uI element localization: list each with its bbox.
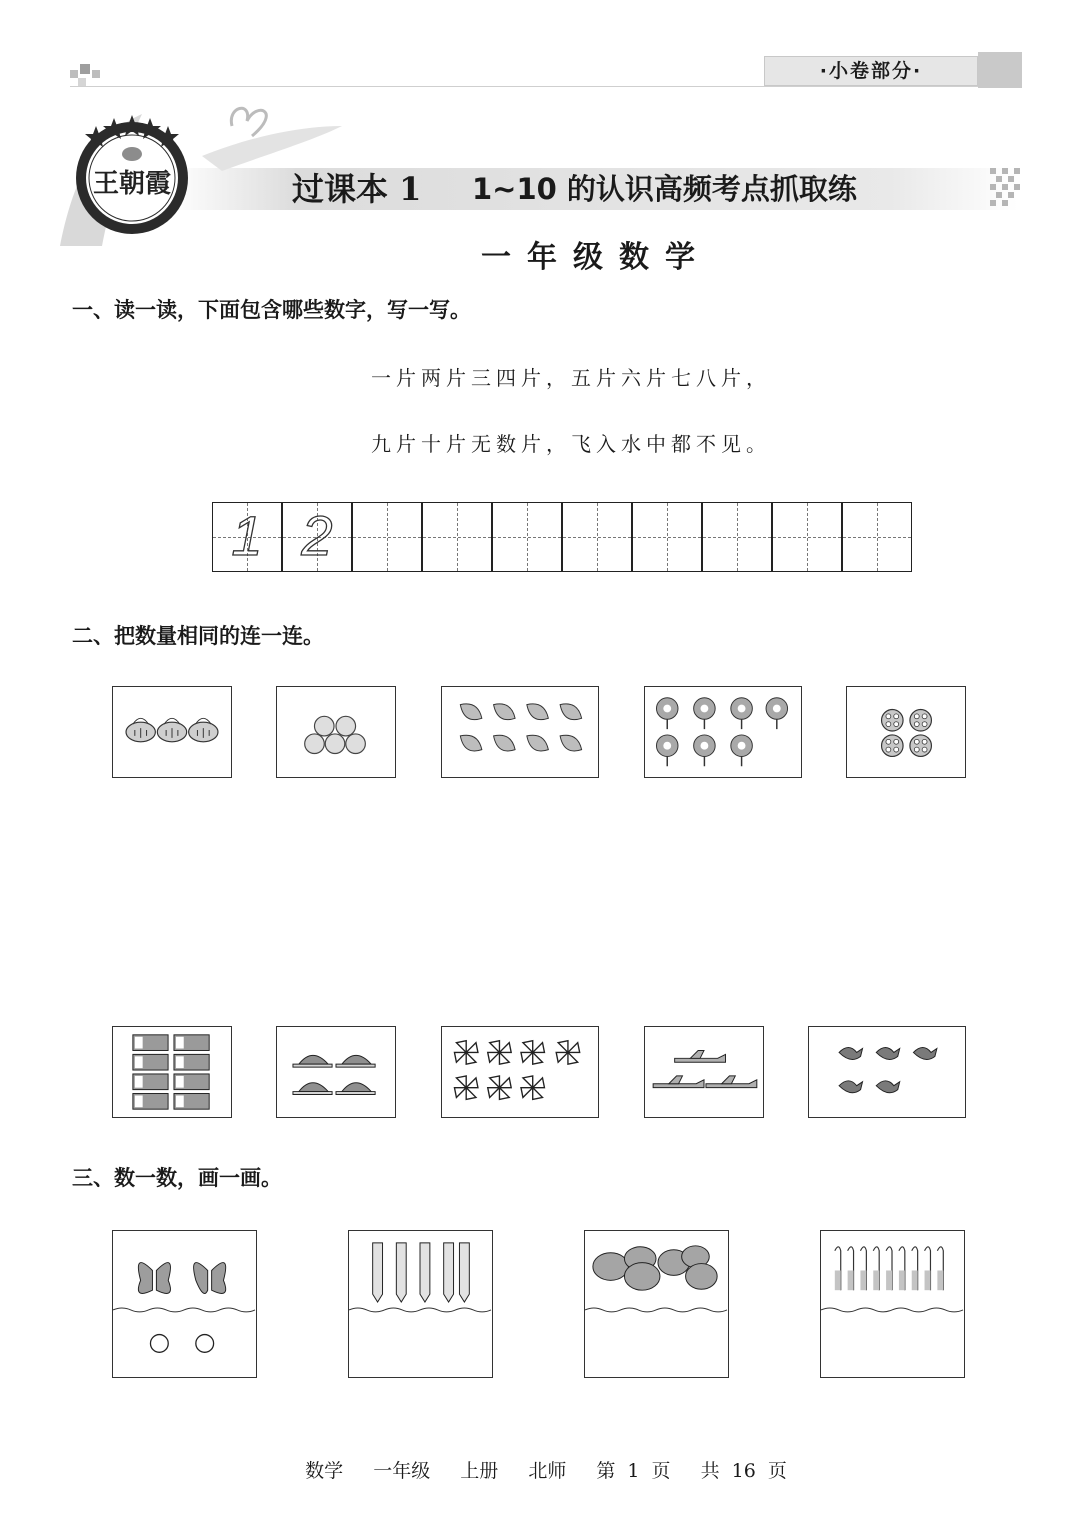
draw-box-butterflies[interactable]	[112, 1230, 257, 1378]
sample-digit: 1	[231, 504, 263, 567]
writing-cell[interactable]	[352, 502, 422, 572]
picture-card-pinwheels[interactable]	[441, 1026, 599, 1118]
picture-card-caps[interactable]	[276, 1026, 396, 1118]
cap-icon	[277, 1027, 395, 1117]
footer-volume: 上册	[460, 1460, 499, 1482]
ball-icon	[277, 687, 395, 777]
footer-grade: 一年级	[373, 1460, 431, 1482]
sample-digit: 2	[301, 504, 333, 567]
book-icon	[113, 1027, 231, 1117]
writing-cell[interactable]	[772, 502, 842, 572]
picture-card-airplanes[interactable]	[644, 1026, 764, 1118]
tomato-icon	[585, 1231, 728, 1377]
picture-card-books[interactable]	[112, 1026, 232, 1118]
leaf-icon	[442, 687, 598, 777]
footer-page-number: 第 1 页	[596, 1460, 671, 1482]
draw-box-candles[interactable]	[820, 1230, 965, 1378]
logo-wordmark: 王朝霞	[92, 169, 172, 199]
bird-icon	[809, 1027, 965, 1117]
poem-line-1: 一片两片三四片，五片六片七八片，	[371, 366, 771, 390]
poem-line-2: 九片十片无数片，飞入水中都不见。	[371, 432, 771, 456]
section1-heading: 一、读一读，下面包含哪些数字，写一写。	[72, 298, 471, 322]
picture-card-leaves[interactable]	[441, 686, 599, 778]
writing-cell[interactable]	[632, 502, 702, 572]
flower-icon	[645, 687, 801, 777]
draw-box-tomatoes[interactable]	[584, 1230, 729, 1378]
drawn-circle	[150, 1335, 213, 1353]
pencil-icon	[349, 1231, 492, 1377]
picture-card-bees[interactable]	[112, 686, 232, 778]
bee-icon	[113, 687, 231, 777]
header-rule	[70, 86, 1022, 87]
footer-total-pages: 共 16 页	[700, 1460, 787, 1482]
lesson-title: 1~10 的认识高频考点抓取练	[472, 172, 857, 206]
dot-pattern-icon	[990, 166, 1024, 212]
button-icon	[847, 687, 965, 777]
airplane-icon	[645, 1027, 763, 1117]
writing-cell[interactable]	[702, 502, 772, 572]
section2-heading: 二、把数量相同的连一连。	[72, 624, 324, 648]
butterfly-icon	[113, 1231, 256, 1377]
candle-icon	[821, 1231, 964, 1377]
writing-cell[interactable]	[492, 502, 562, 572]
section-tab-end	[978, 52, 1022, 88]
pinwheel-icon	[442, 1027, 598, 1117]
footer-edition: 北师	[528, 1460, 567, 1482]
section-tab: ·小卷部分·	[764, 56, 978, 86]
picture-card-buttons[interactable]	[846, 686, 966, 778]
draw-box-pencils[interactable]	[348, 1230, 493, 1378]
footer-subject: 数学	[305, 1460, 344, 1482]
writing-grid	[212, 502, 920, 572]
picture-card-flowers[interactable]	[644, 686, 802, 778]
page-footer	[0, 1456, 1092, 1483]
writing-cell[interactable]	[422, 502, 492, 572]
subject-title: 一年级数学	[481, 240, 711, 275]
writing-cell[interactable]	[562, 502, 632, 572]
writing-cell[interactable]	[842, 502, 912, 572]
lesson-label: 过课本 1	[292, 170, 422, 208]
section3-heading: 三、数一数，画一画。	[72, 1166, 282, 1190]
picture-card-birds[interactable]	[808, 1026, 966, 1118]
picture-card-balls[interactable]	[276, 686, 396, 778]
